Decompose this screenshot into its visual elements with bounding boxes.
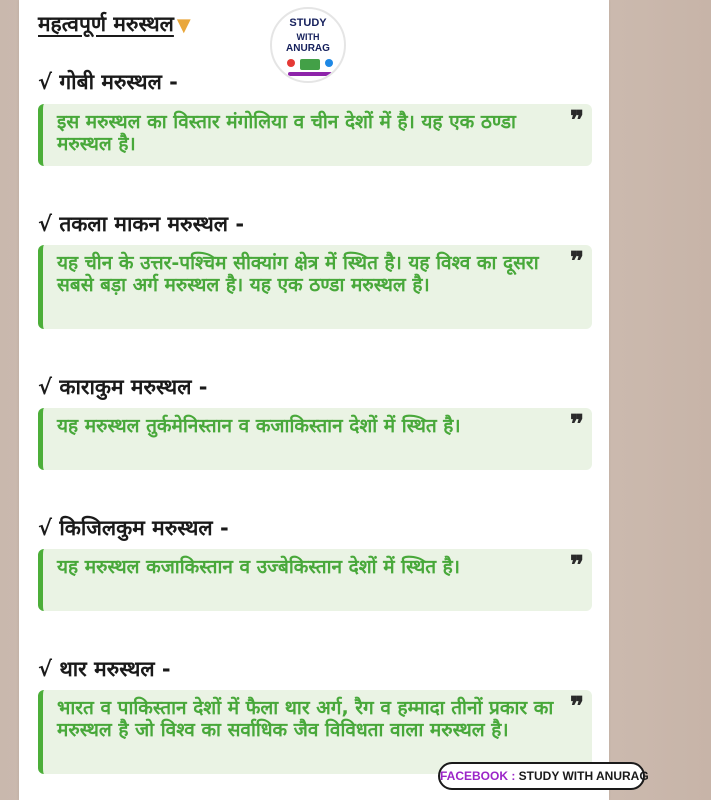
facebook-page-badge [438, 762, 649, 790]
logo-line-2: WITH [296, 32, 320, 42]
page-title-text: महत्वपूर्ण मरुस्थल [38, 12, 174, 36]
facebook-label: FACEBOOK : [440, 769, 519, 783]
desert-description: इस मरुस्थल का विस्तार मंगोलिया व चीन देशों में है। यह एक ठण्डा मरुस्थल है। [57, 111, 516, 155]
desert-heading-karakum: √ काराकुम मरुस्थल - [38, 375, 208, 399]
desert-description: यह चीन के उत्तर-पश्चिम सीक्यांग क्षेत्र में स्थित है। यह विश्व का दूसरा सबसे बड़ा अर्ग मरुस्थल है। यह एक ठण्डा मरुस्थल है। [57, 252, 539, 296]
logo-art-icon [282, 55, 338, 79]
logo-line-3: ANURAG [286, 43, 330, 54]
desert-heading-kyzylkum: √ किजिलकुम मरुस्थल - [38, 516, 229, 540]
quote-mark-icon: ❞ [570, 410, 584, 440]
desert-quote-gobi [38, 104, 592, 166]
pointing-down-icon: ▼ [176, 15, 191, 36]
study-with-anurag-logo [270, 7, 346, 83]
quote-mark-icon: ❞ [570, 247, 584, 277]
desert-quote-karakum [38, 408, 592, 470]
desert-quote-kyzylkum [38, 549, 592, 611]
desert-description: भारत व पाकिस्तान देशों में फैला थार अर्ग, रैग व हम्मादा तीनों प्रकार का मरुस्थल है जो विश्व का सर्वाधिक जैव विविधता वाला मरुस्थल है। [57, 697, 554, 741]
desert-heading-thar: √ थार मरुस्थल - [38, 657, 171, 681]
facebook-page-name: STUDY WITH ANURAG [518, 769, 649, 783]
quote-mark-icon: ❞ [570, 692, 584, 722]
logo-line-1: STUDY [289, 17, 327, 29]
desert-quote-taklamakan [38, 245, 592, 329]
quote-mark-icon: ❞ [570, 551, 584, 581]
page-title [38, 10, 191, 38]
quote-mark-icon: ❞ [570, 106, 584, 136]
desert-heading-taklamakan: √ तकला माकन मरुस्थल - [38, 212, 245, 236]
desert-heading-gobi: √ गोबी मरुस्थल - [38, 70, 178, 94]
desert-description: यह मरुस्थल तुर्कमेनिस्तान व कजाकिस्तान देशों में स्थित है। [57, 415, 461, 437]
desert-description: यह मरुस्थल कजाकिस्तान व उज्बेकिस्तान देशों में स्थित है। [57, 556, 460, 578]
